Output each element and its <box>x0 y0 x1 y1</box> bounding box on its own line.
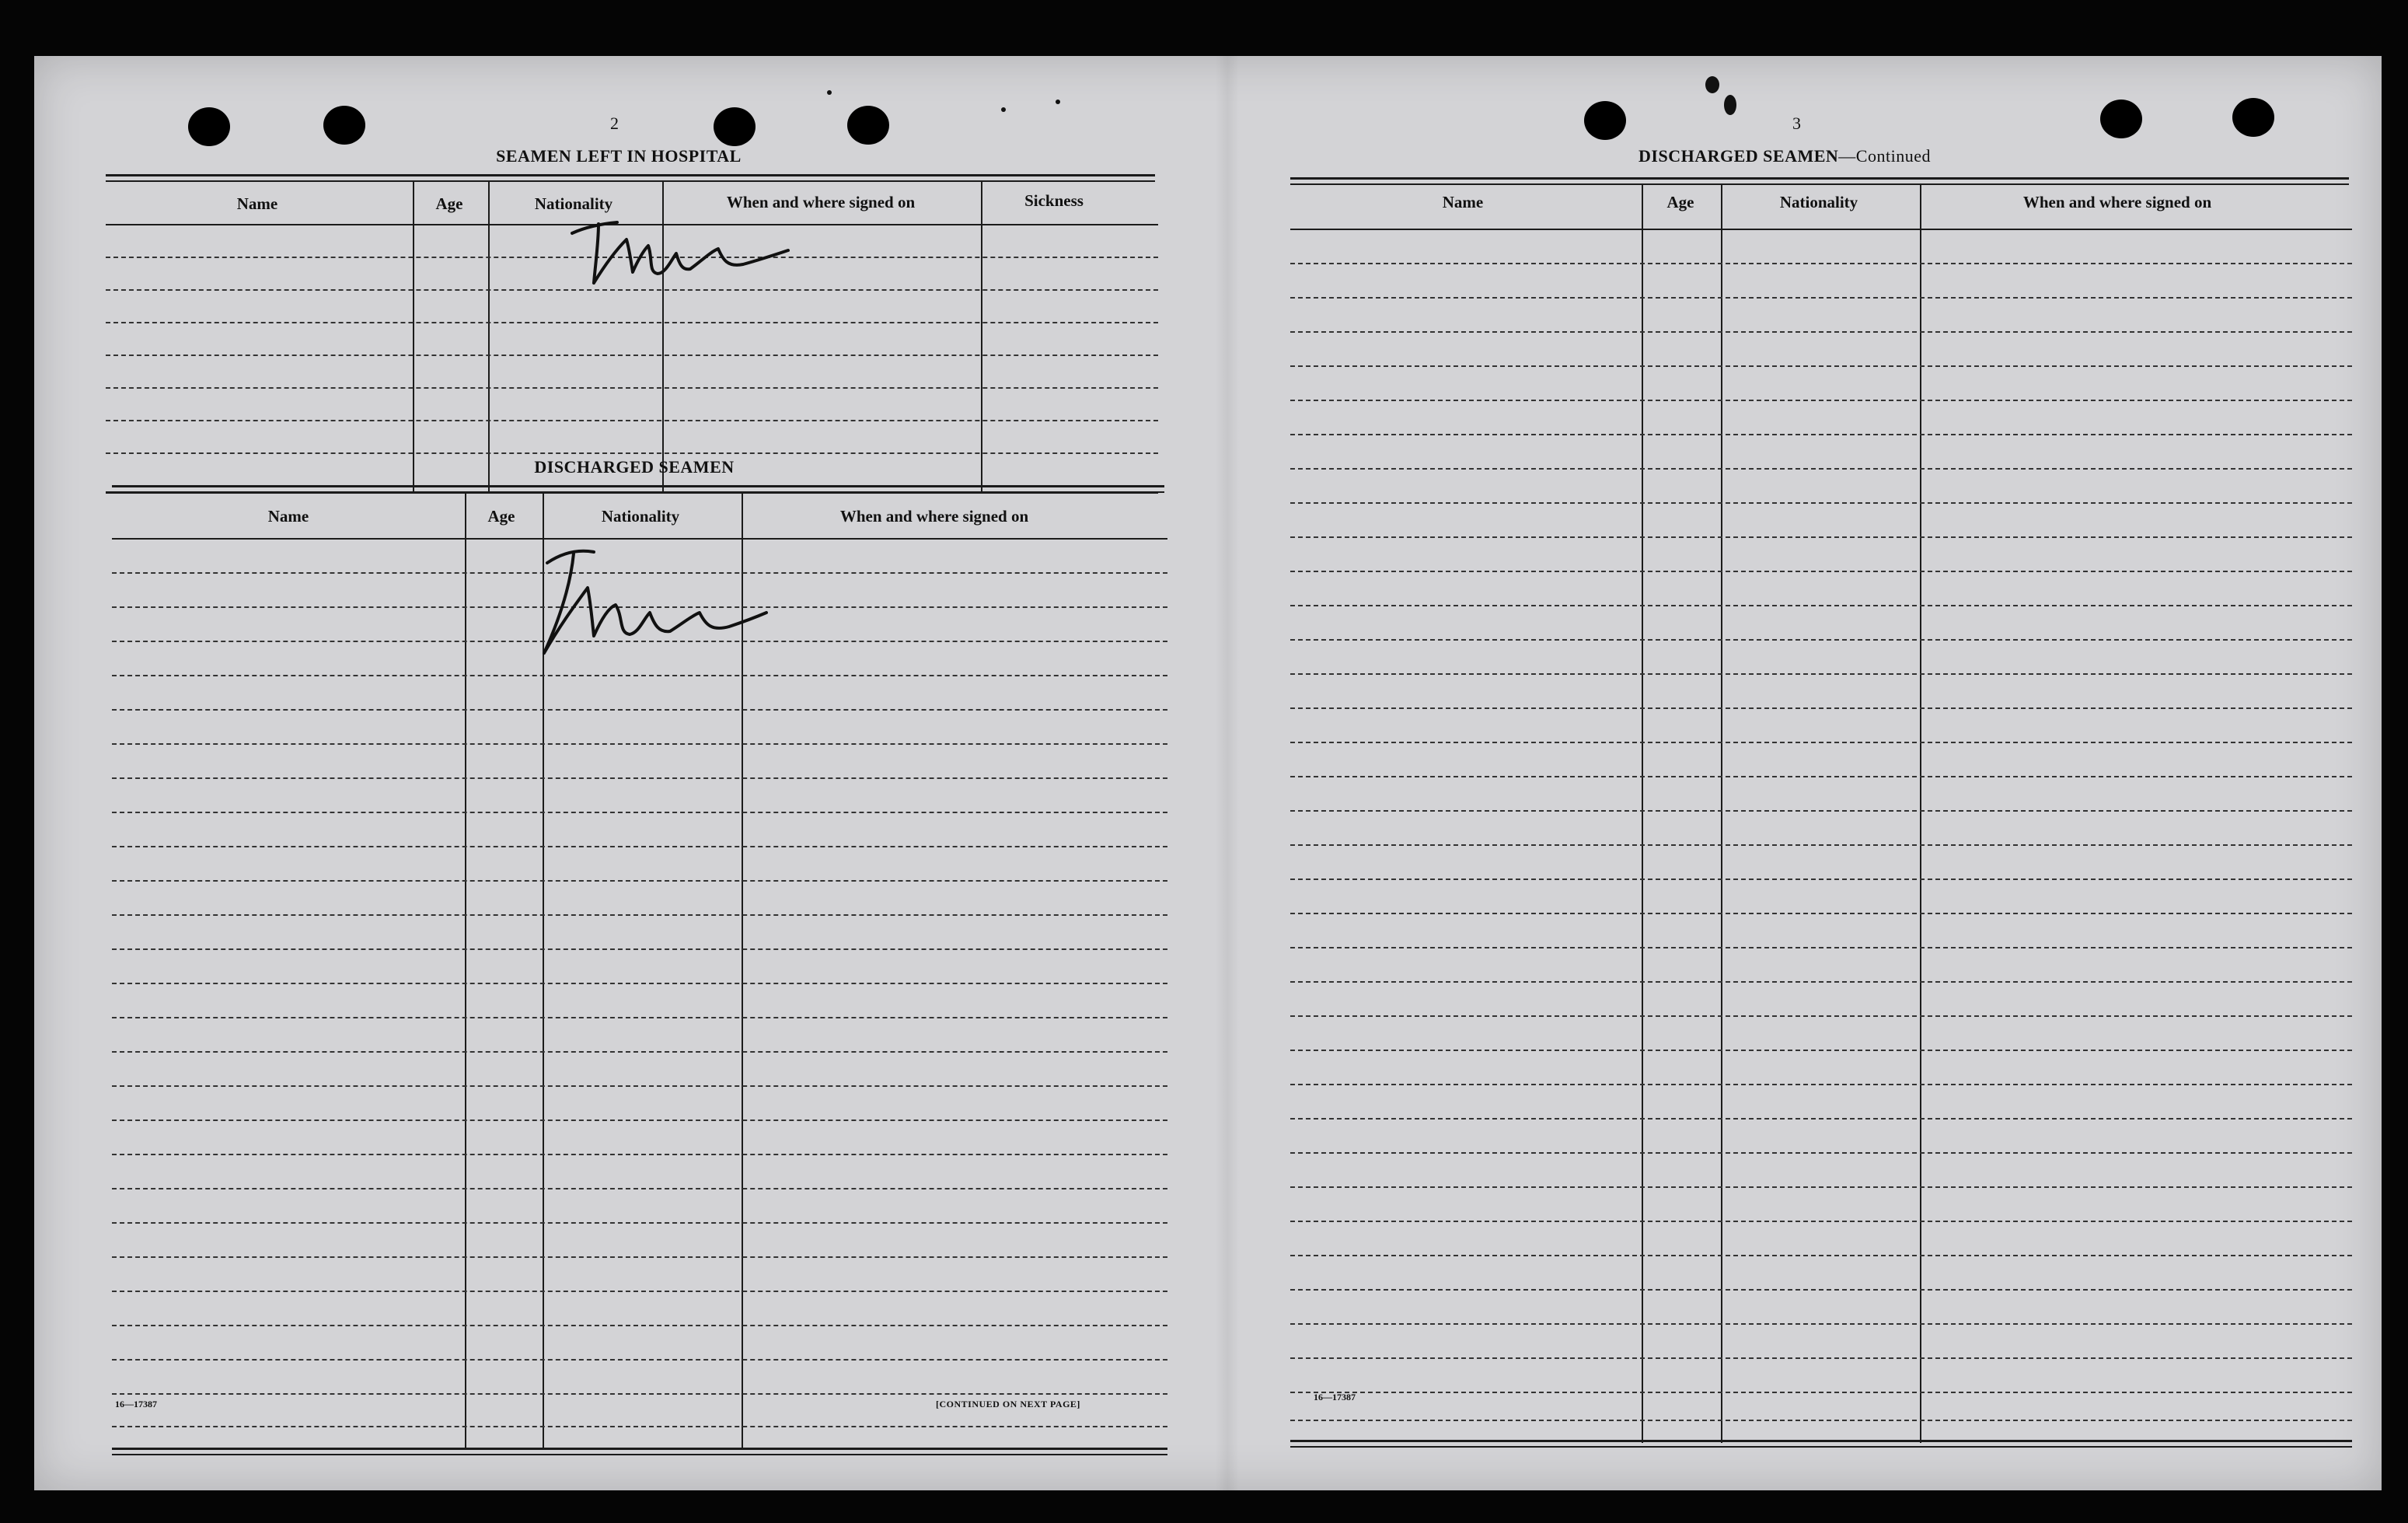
right-row-line <box>1290 707 2352 709</box>
right-row-line <box>1290 297 2352 299</box>
discharged-row-line <box>112 1393 1167 1395</box>
right-row-line <box>1290 1357 2352 1359</box>
discharged-row-line <box>112 1359 1167 1361</box>
ink-speck <box>1001 107 1006 112</box>
right-page-number: 3 <box>1792 114 1801 133</box>
hospital-col-signed-on: When and where signed on <box>726 193 916 211</box>
right-row-line <box>1290 1118 2352 1120</box>
right-row-line <box>1290 1221 2352 1222</box>
punch-hole <box>2232 98 2274 137</box>
discharged-divider-1 <box>465 491 466 1449</box>
hospital-none-handwriting <box>563 204 796 289</box>
hospital-divider-1 <box>413 180 414 491</box>
right-divider-1 <box>1642 183 1643 1443</box>
discharged-table-top-rule <box>112 485 1164 487</box>
right-row-line <box>1290 502 2352 504</box>
punch-hole <box>1584 101 1626 140</box>
right-row-line <box>1290 605 2352 606</box>
discharged-col-name: Name <box>267 507 309 526</box>
discharged-row-line <box>112 1325 1167 1326</box>
right-section-title-main: DISCHARGED SEAMEN <box>1638 146 1839 166</box>
right-form-number: 16—17387 <box>1314 1392 1356 1402</box>
right-row-line <box>1290 1186 2352 1188</box>
right-row-line <box>1290 263 2352 264</box>
discharged-row-line <box>112 1256 1167 1258</box>
discharged-col-age: Age <box>487 507 515 526</box>
right-row-line <box>1290 400 2352 401</box>
hospital-row-line <box>106 322 1158 323</box>
discharged-row-line <box>112 743 1167 745</box>
right-col-nationality: Nationality <box>1779 193 1858 211</box>
hospital-divider-2 <box>488 180 490 491</box>
right-row-line <box>1290 434 2352 435</box>
punch-hole <box>714 107 756 146</box>
discharged-row-line <box>112 1154 1167 1155</box>
right-row-line <box>1290 1392 2352 1393</box>
punch-hole <box>188 107 230 146</box>
right-row-line <box>1290 742 2352 743</box>
right-row-line <box>1290 1289 2352 1291</box>
right-row-line <box>1290 331 2352 333</box>
discharged-row-line <box>112 846 1167 847</box>
right-row-line <box>1290 1152 2352 1154</box>
hospital-section-title: SEAMEN LEFT IN HOSPITAL <box>496 146 742 166</box>
discharged-col-nationality: Nationality <box>601 507 680 526</box>
discharged-row-line <box>112 880 1167 882</box>
right-table-bottom-rule <box>1290 1440 2352 1442</box>
discharged-row-line <box>112 948 1167 950</box>
discharged-row-line <box>112 1188 1167 1189</box>
right-row-line <box>1290 1323 2352 1325</box>
form-sheet <box>34 56 2382 1490</box>
discharged-row-line <box>112 1291 1167 1292</box>
discharged-row-line <box>112 675 1167 676</box>
right-row-line <box>1290 1015 2352 1017</box>
discharged-row-line <box>112 1222 1167 1224</box>
right-row-line <box>1290 947 2352 948</box>
discharged-row-line <box>112 1120 1167 1121</box>
hospital-row-line <box>106 355 1158 356</box>
ink-speck <box>827 90 832 95</box>
right-row-line <box>1290 913 2352 914</box>
right-row-line <box>1290 639 2352 641</box>
page-fold <box>1216 56 1239 1490</box>
hospital-row-line <box>106 289 1158 291</box>
right-table-top-rule <box>1290 177 2349 180</box>
discharged-table-bottom-rule-inner <box>112 1454 1167 1455</box>
hospital-row-line <box>106 387 1158 389</box>
right-row-line <box>1290 1084 2352 1085</box>
right-header-rule <box>1290 229 2352 230</box>
right-row-line <box>1290 571 2352 572</box>
ink-speck <box>1056 100 1060 104</box>
hospital-col-sickness: Sickness <box>1024 191 1084 210</box>
discharged-row-line <box>112 1426 1167 1427</box>
hospital-divider-4 <box>981 180 982 491</box>
right-row-line <box>1290 1050 2352 1051</box>
right-section-title <box>1638 146 1931 166</box>
left-page-number: 2 <box>610 114 619 133</box>
ink-speck <box>1705 76 1719 93</box>
right-row-line <box>1290 536 2352 538</box>
right-table-top-rule-inner <box>1290 183 2349 185</box>
hospital-table-top-rule-inner <box>106 180 1155 182</box>
right-col-age: Age <box>1666 193 1694 211</box>
continued-note: [CONTINUED ON NEXT PAGE] <box>936 1399 1080 1409</box>
right-divider-3 <box>1920 183 1921 1443</box>
hospital-row-line <box>106 420 1158 421</box>
discharged-none-handwriting <box>519 538 768 670</box>
discharged-row-line <box>112 914 1167 916</box>
discharged-table-top-rule-inner <box>112 491 1164 493</box>
hospital-table-top-rule <box>106 174 1155 176</box>
right-row-line <box>1290 879 2352 880</box>
discharged-col-signed-on: When and where signed on <box>839 507 1029 526</box>
ink-speck <box>1724 95 1736 115</box>
discharged-row-line <box>112 812 1167 813</box>
discharged-row-line <box>112 709 1167 711</box>
right-col-signed-on: When and where signed on <box>2022 193 2212 211</box>
discharged-table-bottom-rule <box>112 1448 1167 1450</box>
right-row-line <box>1290 810 2352 812</box>
discharged-row-line <box>112 1017 1167 1018</box>
right-row-line <box>1290 776 2352 777</box>
punch-hole <box>2100 100 2142 138</box>
right-row-line <box>1290 1420 2352 1421</box>
right-row-line <box>1290 844 2352 846</box>
hospital-col-age: Age <box>435 194 463 213</box>
left-form-number: 16—17387 <box>115 1399 157 1409</box>
hospital-col-nationality: Nationality <box>534 194 613 213</box>
hospital-col-name: Name <box>236 194 278 213</box>
punch-hole <box>847 106 889 145</box>
discharged-row-line <box>112 777 1167 779</box>
right-divider-2 <box>1721 183 1722 1443</box>
discharged-row-line <box>112 1051 1167 1053</box>
right-table-bottom-rule-inner <box>1290 1446 2352 1448</box>
right-row-line <box>1290 981 2352 983</box>
right-row-line <box>1290 673 2352 675</box>
right-section-title-suffix: —Continued <box>1838 146 1931 166</box>
right-row-line <box>1290 468 2352 470</box>
hospital-row-line <box>106 452 1158 454</box>
discharged-row-line <box>112 983 1167 984</box>
discharged-section-title: DISCHARGED SEAMEN <box>534 457 735 477</box>
right-row-line <box>1290 1255 2352 1256</box>
discharged-row-line <box>112 1085 1167 1087</box>
right-col-name: Name <box>1442 193 1484 211</box>
punch-hole <box>323 106 365 145</box>
right-row-line <box>1290 365 2352 367</box>
